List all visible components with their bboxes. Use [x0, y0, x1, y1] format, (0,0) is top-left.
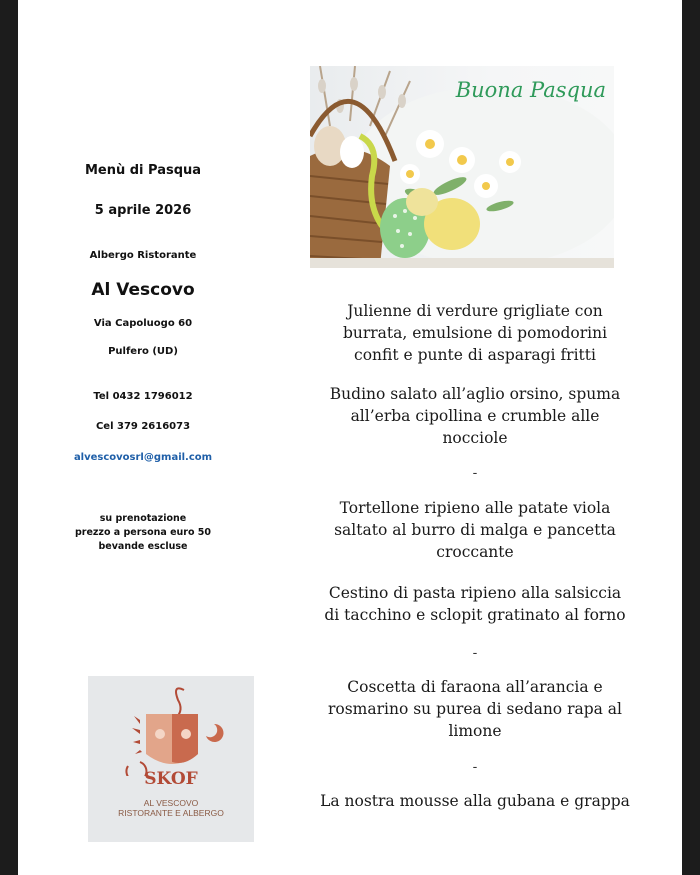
- dish-5-line-2: rosmarino su purea di sedano rapa al: [327, 700, 623, 718]
- venue-city: Pulfero (UD): [108, 346, 178, 357]
- logo-subtitle: [88, 798, 254, 818]
- separator-1: -: [472, 466, 478, 481]
- menu-title: Menù di Pasqua: [84, 163, 202, 178]
- note-line-1: su prenotazione: [99, 513, 187, 524]
- venue-kind: Albergo Ristorante: [89, 250, 197, 261]
- dish-5-line-3: limone: [448, 722, 502, 740]
- dish-1-line-3: confit e punte di asparagi fritti: [354, 346, 596, 364]
- dish-2-line-1: Budino salato all’aglio orsino, spuma: [329, 385, 621, 403]
- venue-cel: Cel 379 2616073: [95, 421, 191, 432]
- dish-3-line-1: Tortellone ripieno alle patate viola: [339, 499, 611, 517]
- dish-1: [268, 300, 682, 366]
- venue-name: Al Vescovo: [91, 280, 195, 300]
- dish-2-line-3: nocciole: [442, 429, 508, 447]
- dish-6: [268, 790, 682, 812]
- menu-page: [18, 0, 682, 875]
- dish-4: [268, 582, 682, 626]
- dish-1-line-2: burrata, emulsione di pomodorini: [342, 324, 608, 342]
- menu-date: 5 aprile 2026: [94, 203, 192, 218]
- separator-3: -: [472, 760, 478, 775]
- mask-emblem-icon: [88, 676, 254, 776]
- dish-3-line-3: croccante: [436, 543, 514, 561]
- venue-address: Via Capoluogo 60: [93, 318, 193, 329]
- note-line-2: prezzo a persona euro 50: [74, 527, 212, 538]
- dish-5-line-1: Coscetta di faraona all’arancia e: [347, 678, 603, 696]
- easter-greeting: Buona Pasqua: [455, 78, 606, 102]
- dish-5: [268, 676, 682, 742]
- dish-2-line-2: all’erba cipollina e crumble alle: [350, 407, 600, 425]
- dish-4-line-2: di tacchino e sclopit gratinato al forno: [324, 606, 626, 624]
- logo-brand: SKOF: [144, 769, 198, 789]
- venue-tel: Tel 0432 1796012: [93, 391, 193, 402]
- logo-sub-line-1: AL VESCOVO: [143, 798, 199, 808]
- note-line-3: bevande escluse: [98, 541, 188, 552]
- logo-sub-line-2: RISTORANTE E ALBERGO: [118, 808, 224, 818]
- dish-2: [268, 383, 682, 449]
- dish-6-line-1: La nostra mousse alla gubana e grappa: [320, 792, 630, 810]
- dish-1-line-1: Julienne di verdure grigliate con: [347, 302, 603, 320]
- dish-3: [268, 497, 682, 563]
- separator-2: -: [472, 646, 478, 661]
- booking-note: [18, 512, 268, 554]
- dish-4-line-1: Cestino di pasta ripieno alla salsiccia: [328, 584, 622, 602]
- skof-logo: [88, 676, 254, 842]
- venue-email[interactable]: alvescovosrl@gmail.com: [73, 452, 213, 463]
- dish-3-line-2: saltato al burro di malga e pancetta: [334, 521, 616, 539]
- easter-photo: [310, 66, 614, 268]
